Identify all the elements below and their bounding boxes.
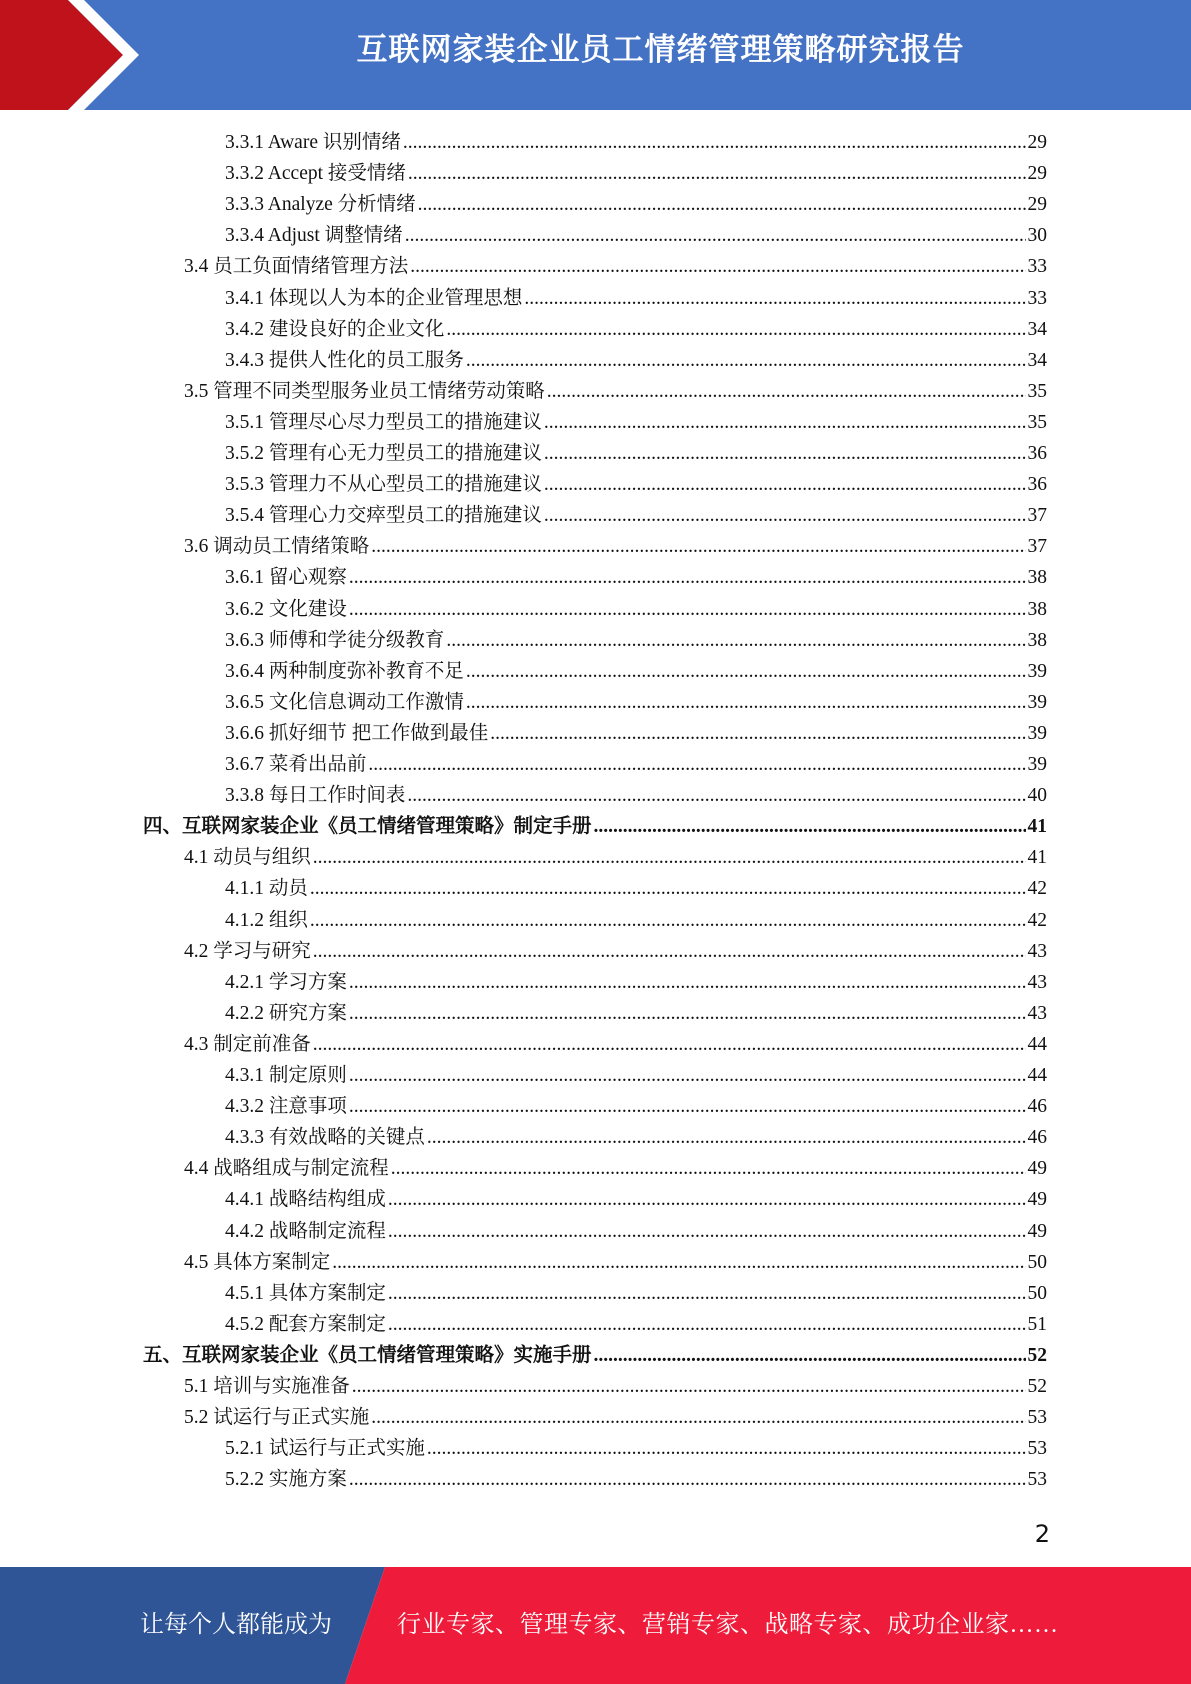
toc-entry[interactable] (225, 780, 1047, 811)
toc-entry[interactable] (225, 967, 1047, 998)
toc-dot-leader (349, 967, 1026, 998)
toc-dot-leader (466, 687, 1026, 718)
toc-entry-page: 37 (1027, 505, 1047, 527)
toc-entry-page: 53 (1027, 1407, 1047, 1429)
toc-dot-leader (349, 1091, 1026, 1122)
toc-entry-page: 35 (1027, 380, 1047, 402)
toc-entry-title: 4.5.2 配套方案制定 (225, 1313, 386, 1335)
toc-dot-leader (391, 1153, 1026, 1184)
toc-entry-page: 36 (1027, 474, 1047, 496)
toc-entry-title: 3.5.3 管理力不从心型员工的措施建议 (225, 474, 542, 496)
toc-entry[interactable] (225, 1184, 1047, 1215)
toc-entry[interactable] (225, 625, 1047, 656)
toc-entry[interactable] (225, 158, 1047, 189)
toc-dot-leader (408, 158, 1026, 189)
toc-entry-page: 34 (1027, 318, 1047, 340)
toc-entry-page: 29 (1027, 132, 1047, 153)
toc-entry-title: 3.6.3 师傅和学徒分级教育 (225, 629, 445, 651)
toc-dot-leader (427, 1433, 1026, 1464)
toc-dot-leader (544, 407, 1026, 438)
toc-entry-title: 4.4.1 战略结构组成 (225, 1189, 386, 1211)
toc-entry[interactable] (225, 749, 1047, 780)
toc-entry[interactable] (184, 1402, 1047, 1433)
toc-dot-leader (403, 127, 1026, 158)
toc-entry-title: 3.6.1 留心观察 (225, 567, 347, 589)
toc-dot-leader (418, 189, 1026, 220)
toc-dot-leader (313, 842, 1026, 873)
toc-entry[interactable] (225, 718, 1047, 749)
toc-dot-leader (524, 283, 1025, 314)
toc-dot-leader (547, 376, 1026, 407)
toc-entry-title: 4.3.2 注意事项 (225, 1096, 347, 1118)
page-header (0, 0, 1191, 110)
toc-entry-title: 4.4 战略组成与制定流程 (184, 1158, 389, 1180)
toc-entry-title: 3.5 管理不同类型服务业员工情绪劳动策略 (184, 380, 545, 402)
toc-dot-leader (349, 594, 1026, 625)
toc-entry-page: 39 (1027, 691, 1047, 713)
toc-entry-page: 34 (1027, 349, 1047, 371)
toc-entry-page: 37 (1027, 536, 1047, 558)
toc-entry[interactable] (225, 469, 1047, 500)
toc-entry[interactable] (225, 127, 1047, 158)
toc-entry[interactable] (143, 1340, 1047, 1371)
toc-entry[interactable] (225, 656, 1047, 687)
toc-entry-page: 50 (1027, 1282, 1047, 1304)
toc-entry-page: 52 (1027, 1344, 1047, 1366)
toc-dot-leader (349, 1464, 1026, 1495)
toc-entry[interactable] (184, 376, 1047, 407)
toc-entry[interactable] (225, 1433, 1047, 1464)
toc-entry-page: 30 (1027, 225, 1047, 247)
toc-entry-title: 3.6.5 文化信息调动工作激情 (225, 691, 464, 713)
toc-entry-page: 46 (1027, 1127, 1047, 1149)
toc-entry-title: 四、互联网家装企业《员工情绪管理策略》制定手册 (143, 816, 592, 838)
toc-dot-leader (594, 811, 1026, 842)
toc-entry-title: 5.1 培训与实施准备 (184, 1376, 350, 1397)
toc-entry[interactable] (225, 594, 1047, 625)
toc-dot-leader (352, 1371, 1026, 1402)
toc-entry-page: 38 (1027, 598, 1047, 620)
toc-entry[interactable] (225, 1122, 1047, 1153)
toc-dot-leader (446, 314, 1025, 345)
toc-entry-page: 44 (1027, 1065, 1047, 1086)
toc-entry-page: 35 (1027, 411, 1047, 433)
toc-entry-title: 5.2 试运行与正式实施 (184, 1407, 370, 1429)
toc-entry-title: 4.1 动员与组织 (184, 847, 311, 869)
toc-entry-page: 36 (1027, 443, 1047, 464)
toc-dot-leader (466, 656, 1026, 687)
toc-entry-page: 46 (1027, 1096, 1047, 1118)
toc-entry-title: 3.6.2 文化建设 (225, 598, 347, 620)
toc-entry-title: 5.2.1 试运行与正式实施 (225, 1438, 425, 1460)
toc-dot-leader (544, 469, 1026, 500)
toc-entry-page: 53 (1027, 1438, 1047, 1460)
toc-dot-leader (388, 1216, 1026, 1247)
toc-entry-page: 29 (1027, 194, 1047, 216)
page-footer (0, 1567, 1191, 1684)
toc-dot-leader (407, 780, 1025, 811)
header-arrow-decoration (0, 0, 160, 110)
toc-entry[interactable] (225, 687, 1047, 718)
toc-entry-title: 3.4.2 建设良好的企业文化 (225, 318, 445, 340)
toc-entry-title: 3.6.7 菜肴出品前 (225, 754, 367, 775)
toc-entry-title: 3.5.1 管理尽心尽力型员工的措施建议 (225, 411, 542, 433)
toc-entry-title: 3.5.2 管理有心无力型员工的措施建议 (225, 443, 542, 464)
toc-entry-page: 42 (1027, 878, 1047, 900)
toc-entry[interactable] (184, 842, 1047, 873)
toc-entry-page: 43 (1027, 940, 1047, 962)
toc-entry-title: 4.5.1 具体方案制定 (225, 1282, 386, 1304)
toc-dot-leader (388, 1184, 1026, 1215)
toc-entry-page: 52 (1027, 1376, 1047, 1397)
toc-dot-leader (388, 1278, 1026, 1309)
toc-dot-leader (349, 998, 1026, 1029)
toc-entry[interactable] (225, 905, 1047, 936)
toc-entry-title: 4.2 学习与研究 (184, 940, 311, 962)
toc-entry-page: 49 (1027, 1158, 1047, 1180)
toc-dot-leader (310, 905, 1026, 936)
toc-entry-page: 39 (1027, 722, 1047, 744)
toc-entry[interactable] (225, 998, 1047, 1029)
toc-entry[interactable] (225, 189, 1047, 220)
toc-entry[interactable] (225, 1091, 1047, 1122)
toc-entry[interactable] (225, 500, 1047, 531)
toc-entry-page: 40 (1027, 785, 1047, 807)
toc-entry-page: 50 (1027, 1251, 1047, 1273)
toc-entry[interactable] (225, 1309, 1047, 1340)
toc-entry-title: 4.2.1 学习方案 (225, 971, 347, 993)
toc-dot-leader (371, 1402, 1025, 1433)
toc-dot-leader (313, 936, 1026, 967)
toc-entry-title: 4.3.3 有效战略的关键点 (225, 1127, 425, 1149)
toc-entry[interactable] (225, 1060, 1047, 1091)
toc-entry[interactable] (184, 1371, 1047, 1402)
toc-entry-page: 49 (1027, 1220, 1047, 1242)
toc-entry-page: 39 (1027, 660, 1047, 682)
toc-dot-leader (544, 438, 1026, 469)
toc-dot-leader (310, 873, 1026, 904)
toc-entry[interactable] (184, 1247, 1047, 1278)
toc-dot-leader (410, 251, 1025, 282)
toc-entry-page: 38 (1027, 629, 1047, 651)
toc-dot-leader (490, 718, 1025, 749)
toc-dot-leader (349, 1060, 1026, 1091)
document-title: 互联网家装企业员工情绪管理策略研究报告 (356, 32, 965, 68)
toc-dot-leader (371, 531, 1025, 562)
toc-entry-title: 3.4 员工负面情绪管理方法 (184, 256, 409, 278)
toc-entry[interactable] (225, 1278, 1047, 1309)
toc-entry-title: 4.1.1 动员 (225, 878, 308, 900)
toc-dot-leader (405, 220, 1026, 251)
toc-entry-title: 3.3.2 Accept 接受情绪 (225, 163, 406, 185)
toc-entry-title: 4.5 具体方案制定 (184, 1251, 331, 1273)
footer-slogan-right: 行业专家、管理专家、营销专家、战略专家、成功企业家…… (397, 1612, 1059, 1638)
toc-entry-title: 五、互联网家装企业《员工情绪管理策略》实施手册 (143, 1344, 592, 1366)
toc-entry-title: 3.3.1 Aware 识别情绪 (225, 132, 401, 153)
toc-entry[interactable] (225, 1464, 1047, 1495)
toc-entry[interactable] (225, 562, 1047, 593)
toc-entry-page: 43 (1027, 971, 1047, 993)
toc-entry-page: 44 (1027, 1033, 1047, 1055)
toc-entry[interactable] (225, 345, 1047, 376)
toc-entry-page: 38 (1027, 567, 1047, 589)
toc-entry-page: 43 (1027, 1002, 1047, 1024)
footer-slogan-left: 让每个人都能成为 (140, 1612, 332, 1638)
toc-dot-leader (427, 1122, 1026, 1153)
toc-entry-page: 33 (1027, 287, 1047, 309)
toc-dot-leader (388, 1309, 1026, 1340)
toc-entry-page: 53 (1027, 1469, 1047, 1491)
header-red-arrow (0, 0, 123, 110)
toc-entry-title: 5.2.2 实施方案 (225, 1469, 347, 1491)
toc-entry[interactable] (225, 314, 1047, 345)
toc-dot-leader (544, 500, 1026, 531)
toc-entry-title: 4.3.1 制定原则 (225, 1065, 347, 1086)
toc-entry-title: 4.4.2 战略制定流程 (225, 1220, 386, 1242)
toc-entry-title: 3.4.3 提供人性化的员工服务 (225, 349, 464, 371)
toc-entry-title: 4.2.2 研究方案 (225, 1002, 347, 1024)
toc-entry[interactable] (184, 1153, 1047, 1184)
toc-entry[interactable] (225, 873, 1047, 904)
toc-entry[interactable] (184, 531, 1047, 562)
toc-entry-page: 39 (1027, 754, 1047, 775)
toc-entry-title: 3.4.1 体现以人为本的企业管理思想 (225, 287, 523, 309)
toc-dot-leader (594, 1340, 1026, 1371)
toc-entry-title: 3.6 调动员工情绪策略 (184, 536, 370, 558)
toc-entry[interactable] (225, 1216, 1047, 1247)
toc-entry-title: 3.3.4 Adjust 调整情绪 (225, 225, 403, 247)
toc-dot-leader (466, 345, 1026, 376)
toc-entry-title: 4.3 制定前准备 (184, 1033, 311, 1055)
toc-entry-page: 41 (1027, 816, 1047, 838)
toc-dot-leader (332, 1247, 1025, 1278)
toc-entry-page: 49 (1027, 1189, 1047, 1211)
toc-entry-page: 41 (1027, 847, 1047, 869)
toc-entry[interactable] (225, 283, 1047, 314)
toc-entry[interactable] (184, 1029, 1047, 1060)
toc-entry-title: 3.6.4 两种制度弥补教育不足 (225, 660, 464, 682)
toc-entry[interactable] (184, 251, 1047, 282)
toc-entry-page: 42 (1027, 909, 1047, 931)
toc-entry-page: 51 (1027, 1313, 1047, 1335)
toc-entry-title: 3.5.4 管理心力交瘁型员工的措施建议 (225, 505, 542, 527)
toc-dot-leader (446, 625, 1025, 656)
toc-entry-title: 3.3.3 Analyze 分析情绪 (225, 194, 416, 216)
toc-entry[interactable] (143, 811, 1047, 842)
toc-entry[interactable] (225, 438, 1047, 469)
toc-entry[interactable] (225, 407, 1047, 438)
toc-entry-page: 33 (1027, 256, 1047, 278)
toc-entry-page: 29 (1027, 163, 1047, 185)
toc-dot-leader (349, 562, 1026, 593)
toc-dot-leader (313, 1029, 1026, 1060)
toc-entry[interactable] (184, 936, 1047, 967)
toc-entry-title: 3.6.6 抓好细节 把工作做到最佳 (225, 722, 489, 744)
toc-entry[interactable] (225, 220, 1047, 251)
toc-entry-title: 4.1.2 组织 (225, 909, 308, 931)
page-number: 2 (1034, 1520, 1050, 1548)
toc-entry-title: 3.3.8 每日工作时间表 (225, 785, 406, 807)
toc-dot-leader (368, 749, 1025, 780)
